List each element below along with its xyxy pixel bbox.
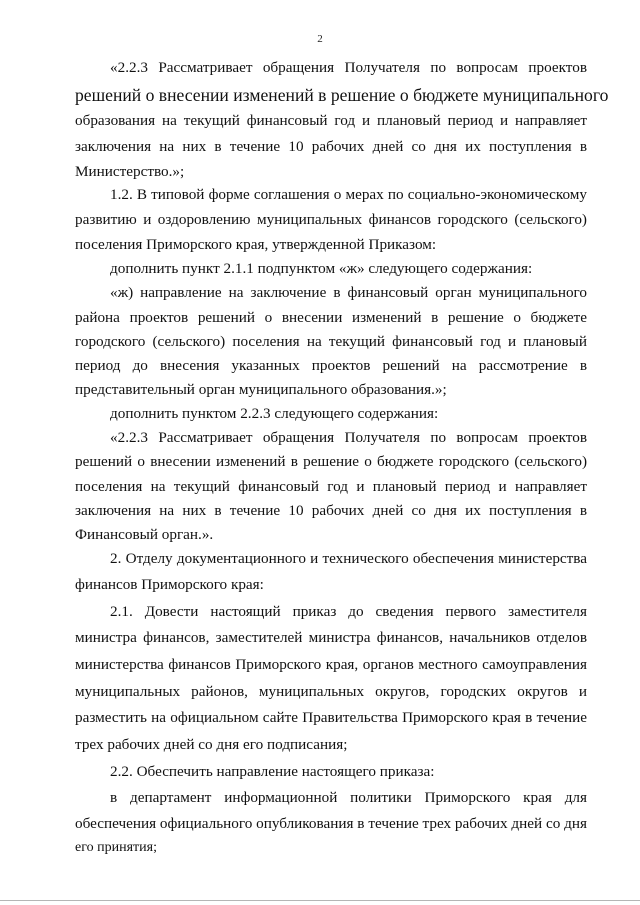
text-line: решений о внесении изменений в решение о бюджете муниципального: [75, 85, 609, 105]
text-line: образования на текущий финансовый год и плановый период и направляет: [75, 112, 587, 129]
text-line: «2.2.3 Рассматривает обращения Получателя по вопросам проектов: [110, 429, 587, 446]
text-line: Финансовый орган.».: [75, 526, 214, 543]
text-line: министра финансов, заместителей министра финансов, начальников отделов: [75, 629, 587, 646]
text-line: министерства финансов Приморского края, органов местного самоуправления: [75, 656, 587, 673]
text-line: 2.2. Обеспечить направление настоящего приказа:: [110, 763, 435, 780]
text-line: дополнить пунктом 2.2.3 следующего содержания:: [110, 405, 439, 422]
text-line: период до внесения указанных проектов решений на рассмотрение в: [75, 357, 587, 374]
text-line: дополнить пункт 2.1.1 подпунктом «ж» следующего содержания:: [110, 260, 533, 277]
text-line: развитию и оздоровлению муниципальных финансов городского (сельского): [75, 211, 587, 228]
text-line: заключения на них в течение 10 рабочих дней со дня их поступления в: [75, 138, 587, 155]
text-line: решений о внесении изменений в решение о бюджете городского (сельского): [75, 453, 587, 470]
text-line: обеспечения официального опубликования в течение трех рабочих дней со дня: [75, 815, 587, 832]
text-line: муниципальных районов, муниципальных округов, городских округов и: [75, 683, 587, 700]
page-bottom-edge: [0, 900, 640, 901]
text-line: поселения на текущий финансовый год и плановый период и направляет: [75, 478, 587, 495]
text-line: в департамент информационной политики Приморского края для: [110, 789, 587, 806]
text-line: 1.2. В типовой форме соглашения о мерах по социально-экономическому: [110, 186, 587, 203]
text-line: трех рабочих дней со дня его подписания;: [75, 736, 348, 753]
text-line: городского (сельского) поселения на текущий финансовый год и плановый: [75, 333, 587, 350]
text-line: разместить на официальном сайте Правительства Приморского края в течение: [75, 709, 587, 726]
text-line: его принятия;: [75, 840, 157, 855]
text-line: «2.2.3 Рассматривает обращения Получателя по вопросам проектов: [110, 59, 587, 76]
text-line: представительный орган муниципального образования.»;: [75, 381, 447, 398]
text-line: финансов Приморского края:: [75, 576, 264, 593]
text-line: заключения на них в течение 10 рабочих дней со дня их поступления в: [75, 502, 587, 519]
text-line: района проектов решений о внесении изменений в решение о бюджете: [75, 309, 587, 326]
page-number: 2: [317, 33, 323, 45]
text-line: Министерство.»;: [75, 163, 185, 180]
text-line: «ж) направление на заключение в финансовый орган муниципального: [110, 284, 587, 301]
text-line: 2.1. Довести настоящий приказ до сведения первого заместителя: [110, 603, 587, 620]
text-line: 2. Отделу документационного и технического обеспечения министерства: [110, 550, 587, 567]
text-line: поселения Приморского края, утвержденной Приказом:: [75, 236, 437, 253]
